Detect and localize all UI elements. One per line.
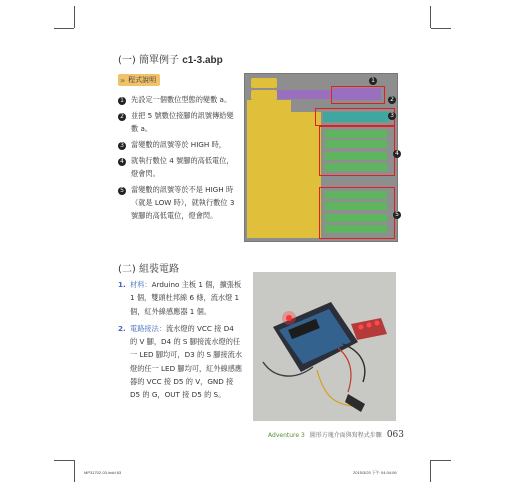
- print-date-info: 2015/3/20 下午 04:04:06: [353, 470, 397, 475]
- step-text: 並把 5 號數位接腳的訊號傳給變數 a。: [131, 111, 234, 133]
- crop-mark: [74, 460, 75, 482]
- list-label: 電路接法：: [130, 323, 166, 333]
- step-text: 先設定一個數位型態的變數 a。: [131, 95, 232, 104]
- section-title: 組裝電路: [139, 264, 179, 275]
- assembly-list: [118, 278, 243, 406]
- annotation-box: [319, 126, 395, 176]
- circuit-photo: [253, 272, 396, 421]
- list-item: [118, 322, 243, 402]
- step-number: 4: [118, 158, 126, 166]
- block-code-screenshot: [244, 73, 398, 242]
- variable-block: [277, 90, 333, 99]
- list-label: 材料：: [130, 280, 152, 289]
- crop-mark: [430, 460, 431, 482]
- annotation-number: 3: [388, 112, 396, 120]
- step-text: 就執行數位 4 號腳的高低電位，燈會閃。: [131, 156, 234, 178]
- page-number: 063: [386, 430, 404, 440]
- step-item: [118, 154, 238, 180]
- list-number: 1.: [118, 280, 126, 289]
- list-item: [118, 278, 243, 318]
- section-filename: c1-3.abp: [182, 55, 223, 66]
- annotation-number: 1: [369, 77, 377, 85]
- step-number: 1: [118, 97, 126, 105]
- circuit-photo-illustration: [253, 272, 396, 421]
- badge-label: 程式說明: [128, 76, 157, 84]
- step-number: 5: [118, 187, 126, 195]
- list-text: 流水燈的 VCC 接 D4 的 V 腳，D4 的 S 腳接流水燈的任一 LED 腳均可，D3 的 S 腳接流水燈的任一 LED 腳均可，紅外線感應器的 VCC 接 D5 的 V，GND 接 D5 的 G，OUT 接 D5 的 S。: [130, 323, 243, 400]
- crop-mark: [54, 460, 74, 461]
- step-text: 當變數的訊號等於不是 HIGH 時（就是 LOW 時），就執行數位 3 號腳的高低電位，燈會閃。: [131, 185, 235, 220]
- footer-chapter: 圖形方塊介面與寫程式步驟: [309, 432, 382, 439]
- step-text: 當變數的訊號等於 HIGH 時，: [131, 140, 226, 149]
- crop-mark: [431, 28, 451, 29]
- crop-mark: [74, 6, 75, 28]
- annotation-box: [331, 86, 385, 104]
- section-title: 簡單例子: [139, 55, 179, 66]
- step-list: [118, 93, 238, 225]
- step-item: [118, 183, 238, 222]
- if-block-bar: [285, 112, 321, 238]
- double-chevron-icon: »: [120, 75, 126, 85]
- annotation-box: [319, 187, 395, 239]
- print-file-info: MP31702-03.indd 63: [84, 470, 122, 475]
- footer-adventure: Adventure 3: [268, 432, 305, 439]
- crop-mark: [430, 6, 431, 28]
- annotation-number: 2: [388, 96, 396, 104]
- loop-block: [251, 90, 277, 100]
- step-item: [118, 93, 238, 106]
- page-footer: [268, 430, 404, 440]
- list-number: 2.: [118, 323, 126, 333]
- setup-block: [251, 78, 277, 88]
- crop-mark: [431, 460, 451, 461]
- section-prefix: (二): [118, 264, 136, 275]
- section-prefix: (一): [118, 55, 136, 66]
- program-description-badge: [118, 74, 160, 86]
- annotation-number: 5: [393, 211, 401, 219]
- crop-mark: [54, 28, 74, 29]
- section-title-assembly: [118, 260, 179, 275]
- step-number: 3: [118, 142, 126, 150]
- list-text: Arduino 主板 1 個，擴張板 1 個，雙頭杜邦線 6 條，流水燈 1 個，紅外線感應器 1 個。: [130, 280, 242, 316]
- section-title-example: [118, 51, 223, 66]
- annotation-box: [315, 108, 395, 126]
- step-item: [118, 109, 238, 135]
- step-item: [118, 138, 238, 151]
- step-number: 2: [118, 113, 126, 121]
- annotation-number: 4: [393, 150, 401, 158]
